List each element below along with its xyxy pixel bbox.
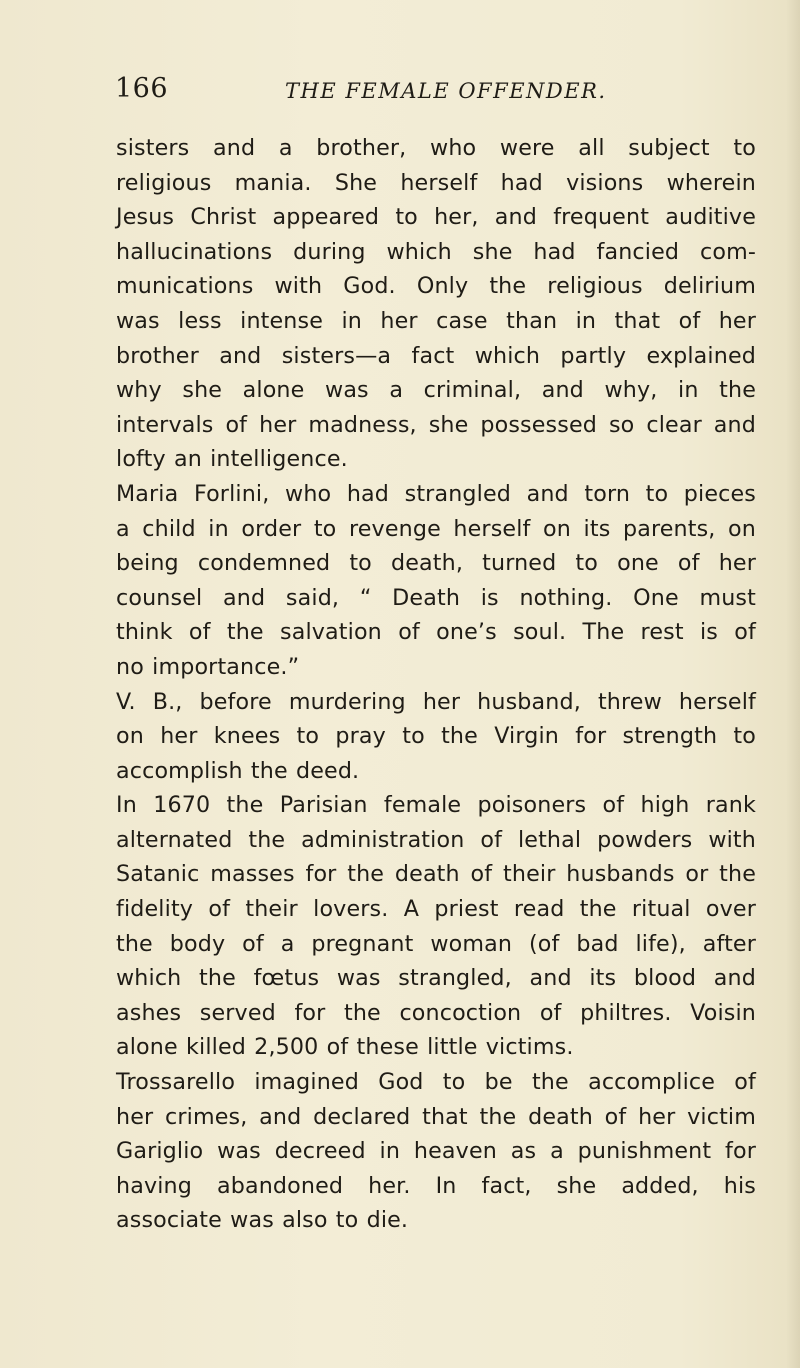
page-header [115,70,755,110]
text-line: religious mania. She herself had visions wherein [116,169,756,196]
text-line: Jesus Christ appeared to her, and frequent auditive [116,204,756,231]
text-line: counsel and said, “ Death is nothing. One must [116,584,756,611]
text-line: was less intense in her case than in that of her [116,307,756,334]
text-line: munications with God. Only the religious delirium [116,273,756,300]
text-line: alone killed 2,500 of these little victims. [116,1034,574,1061]
text-line: her crimes, and declared that the death of her victim [116,1103,756,1130]
text-line: think of the salvation of one’s soul. The rest is of [116,619,756,646]
text-line: brother and sisters—a fact which partly explained [116,342,756,369]
text-line: Maria Forlini, who had strangled and torn to pieces [116,480,756,507]
running-head: THE FEMALE OFFENDER. [285,79,607,103]
text-line: a child in order to revenge herself on its parents, on [116,515,756,542]
text-line: the body of a pregnant woman (of bad life), after [116,930,756,957]
text-line: associate was also to die. [116,1207,409,1234]
page-edge-shadow [786,0,800,1368]
text-line: being condemned to death, turned to one of her [116,550,756,577]
text-line: fidelity of their lovers. A priest read the ritual over [116,896,756,923]
text-line: no importance.” [116,653,300,680]
text-line: V. B., before murdering her husband, threw herself [116,688,756,715]
text-line: alternated the administration of lethal powders with [116,826,756,853]
page-number: 166 [115,73,169,104]
text-line: Trossarello imagined God to be the accomplice of [116,1069,756,1096]
text-line: on her knees to pray to the Virgin for strength to [116,723,756,750]
text-line: why she alone was a criminal, and why, in the [116,377,756,404]
text-line: Gariglio was decreed in heaven as a punishment for [116,1138,756,1165]
text-line: ashes served for the concoction of philtres. Voisin [116,999,756,1026]
text-line: lofty an intelligence. [116,446,348,473]
text-line: sisters and a brother, who were all subject to [116,135,756,161]
text-line: which the fœtus was strangled, and its blood and [116,965,756,992]
text-line: having abandoned her. In fact, she added, his [116,1172,756,1199]
text-line: hallucinations during which she had fancied com- [116,238,756,265]
text-line: intervals of her madness, she possessed so clear and [116,411,756,438]
body-text [116,131,756,1238]
text-line: In 1670 the Parisian female poisoners of high rank [116,792,756,819]
text-line: Satanic masses for the death of their husbands or the [116,861,756,888]
text-line: accomplish the deed. [116,757,360,784]
